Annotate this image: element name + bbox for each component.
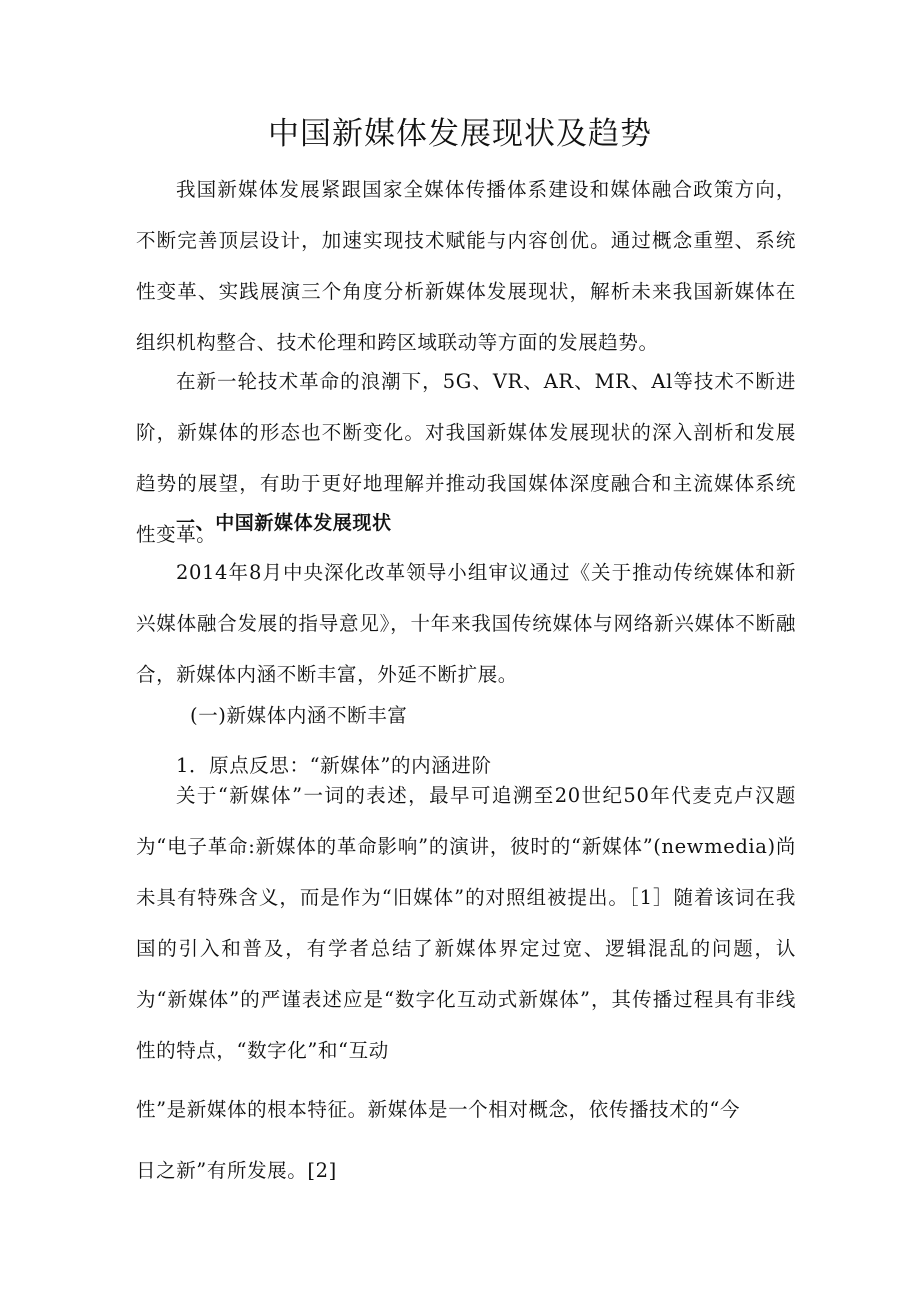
paragraph-intro: 我国新媒体发展紧跟国家全媒体传播体系建设和媒体融合政策方向，不断完善顶层设计，加速实现技术赋能与内容创优。通过概念重塑、系统性变革、实践展演三个角度分析新媒体发展现状，解析未来我国新媒体在组织机构整合、技术伦理和跨区域联动等方面的发展趋势。	[136, 178, 796, 354]
tail-line-2: 日之新”有所发展。[2]	[136, 1159, 337, 1182]
subsection-heading: (一)新媒体内涵不断丰富	[190, 704, 408, 727]
paragraph-tech-revolution: 在新一轮技术革命的浪潮下，5G、VR、AR、MR、Al等技术不断进阶，新媒体的形态也不断变化。对我国新媒体发展现状的深入剖析和发展趋势的展望，有助于更好地理解并推动我国媒体深度融合和主流媒体系统性变革。	[136, 370, 796, 546]
document-title: 中国新媒体发展现状及趋势	[268, 116, 652, 152]
section-heading: 一、中国新媒体发展现状	[176, 512, 392, 534]
item-heading: 1．原点反思：“新媒体”的内涵进阶	[176, 754, 492, 777]
paragraph-policy-2014: 2014年8月中央深化改革领导小组审议通过《关于推动传统媒体和新兴媒体融合发展的指导意见》，十年来我国传统媒体与网络新兴媒体不断融合，新媒体内涵不断丰富，外延不断扩展。	[136, 561, 796, 686]
tail-line-1: 性”是新媒体的根本特征。新媒体是一个相对概念，依传播技术的“今	[136, 1098, 741, 1121]
paragraph-new-media-definition: 关于“新媒体”一词的表述，最早可追溯至20世纪50年代麦克卢汉题为“电子革命:新媒体的革命影响”的演讲，彼时的“新媒体”(newmedia)尚未具有特殊含义，而是作为“旧媒体”的对照组被提出。［1］随着该词在我国的引入和普及，有学者总结了新媒体界定过宽、逻辑混乱的问题，认为“新媒体”的严谨表述应是“数字化互动式新媒体”，其传播过程具有非线性的特点，“数字化”和“互动	[136, 784, 796, 1062]
